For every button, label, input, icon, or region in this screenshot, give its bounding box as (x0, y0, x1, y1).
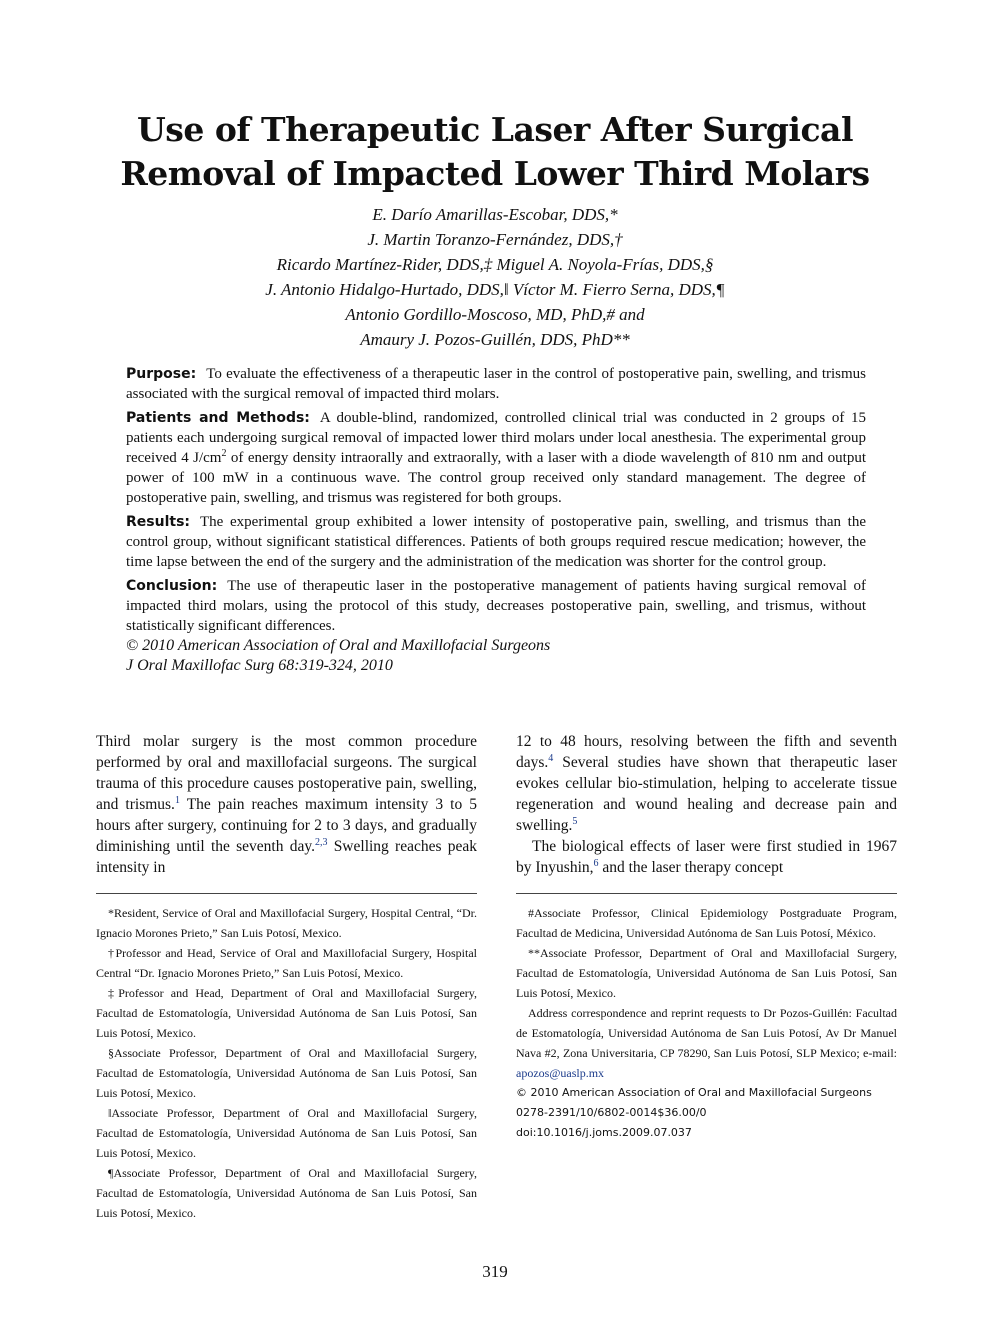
body-column-left (96, 731, 477, 878)
body-text: Several studies have shown that therapeutic laser evokes cellular bio-stimulation, helping to accelerate tissue regeneration and wound healing and decrease pain and swelling. (516, 754, 897, 834)
footnote-divider (516, 893, 897, 894)
author-line: J. Antonio Hidalgo-Hurtado, DDS,‖ Víctor M. Fierro Serna, DDS,¶ (265, 280, 725, 299)
email-link[interactable]: apozos@uaslp.mx (516, 1066, 605, 1080)
body-paragraph (516, 836, 897, 878)
author-list (0, 202, 990, 352)
footnotes-right (516, 903, 897, 1143)
superscript: 2 (221, 448, 227, 459)
author-line: Antonio Gordillo-Moscoso, MD, PhD,# and (345, 305, 645, 324)
author-line: Amaury J. Pozos-Guillén, DDS, PhD** (360, 330, 630, 349)
footnote: #Associate Professor, Clinical Epidemiology Postgraduate Program, Facultad de Medicina, Universidad Autónoma de San Luis Potosí, México. (516, 906, 897, 940)
abstract-purpose (126, 364, 866, 404)
journal-citation: J Oral Maxillofac Surg 68:319-324, 2010 (126, 657, 393, 674)
title-line-1: Use of Therapeutic Laser After Surgical (137, 110, 853, 149)
conclusion-label: Conclusion: (126, 578, 218, 594)
footnote: *Resident, Service of Oral and Maxillofacial Surgery, Hospital Central, “Dr. Ignacio Morones Prieto,” San Luis Potosí, Mexico. (96, 906, 477, 940)
body-text: 12 to 48 hours, resolving between the fifth and seventh days. (516, 733, 897, 771)
page-number: 319 (482, 1262, 508, 1281)
purpose-label: Purpose: (126, 366, 197, 382)
author-line: J. Martin Toranzo-Fernández, DDS,† (367, 230, 623, 249)
footnote: ‖Associate Professor, Department of Oral and Maxillofacial Surgery, Facultad de Estomatología, Universidad Autónoma de San Luis Potosí, San Luis Potosí, Mexico. (96, 1106, 477, 1160)
footnote: ‡Professor and Head, Department of Oral and Maxillofacial Surgery, Facultad de Estomatología, Universidad Autónoma de San Luis Potosí, San Luis Potosí, Mexico. (96, 986, 477, 1040)
footnote-divider (96, 893, 477, 894)
body-text: The biological effects of laser were first studied in 1967 by Inyushin, (516, 838, 897, 876)
reference-link[interactable]: 6 (593, 857, 599, 869)
results-text: The experimental group exhibited a lower intensity of postoperative pain, swelling, and trismus than the control group, without significant statistical differences. Patients of both groups required rescue medication; however, the time lapse between the end of the surgery and the administration of the medication was shorter for the control group. (126, 514, 866, 570)
abstract-results (126, 512, 866, 572)
abstract-methods (126, 408, 866, 508)
issn: 0278-2391/10/6802-0014$36.00/0 (516, 1106, 707, 1119)
footnotes-left (96, 903, 477, 1223)
results-label: Results: (126, 514, 190, 530)
body-paragraph (96, 731, 477, 878)
abstract (126, 364, 866, 676)
reference-link[interactable]: 5 (572, 815, 578, 827)
reference-link[interactable]: 1 (174, 794, 180, 806)
reference-link[interactable]: 2,3 (314, 836, 328, 848)
author-line: Ricardo Martínez-Rider, DDS,‡ Miguel A. Noyola-Frías, DDS,§ (276, 255, 714, 274)
footnote: ¶Associate Professor, Department of Oral and Maxillofacial Surgery, Facultad de Estomatología, Universidad Autónoma de San Luis Potosí, San Luis Potosí, Mexico. (96, 1166, 477, 1220)
methods-label: Patients and Methods: (126, 410, 310, 426)
body-paragraph (516, 731, 897, 836)
purpose-text: To evaluate the effectiveness of a therapeutic laser in the control of postoperative pain, swelling, and trismus associated with the surgical removal of impacted third molars. (126, 366, 866, 402)
reference-link[interactable]: 4 (548, 752, 554, 764)
copyright-footnote: © 2010 American Association of Oral and Maxillofacial Surgeons (516, 1086, 872, 1099)
body-text: The pain reaches maximum intensity 3 to 5 hours after surgery, continuing for 2 to 3 days, and gradually diminishing until the seventh day. (96, 796, 477, 855)
abstract-conclusion (126, 576, 866, 636)
body-text: Third molar surgery is the most common procedure performed by oral and maxillofacial surgeons. The surgical trauma of this procedure causes postoperative pain, swelling, and trismus. (96, 733, 477, 813)
doi-link[interactable]: doi:10.1016/j.joms.2009.07.037 (516, 1126, 692, 1139)
article-title (0, 108, 990, 196)
correspondence-address (516, 1003, 897, 1083)
methods-text-b: of energy density intraorally and extraorally, with a laser with a diode wavelength of 810 nm and output power of 100 mW in a continuous wave. The control group received only standard management. The degree of postoperative pain, swelling, and trismus was registered for both groups. (126, 450, 867, 506)
abstract-copyright: © 2010 American Association of Oral and Maxillofacial Surgeons (126, 637, 551, 654)
footnote: §Associate Professor, Department of Oral and Maxillofacial Surgery, Facultad de Estomatología, Universidad Autónoma de San Luis Potosí, San Luis Potosí, Mexico. (96, 1046, 477, 1100)
footnote: **Associate Professor, Department of Oral and Maxillofacial Surgery, Facultad de Estomatología, Universidad Autónoma de San Luis Potosí, San Luis Potosí, Mexico. (516, 946, 897, 1000)
conclusion-text: The use of therapeutic laser in the postoperative management of patients having surgical removal of impacted third molars, using the protocol of this study, decreases postoperative pain, swelling, and trismus, without statistically significant differences. (126, 578, 866, 634)
body-column-right (516, 731, 897, 878)
footnote: †Professor and Head, Service of Oral and Maxillofacial Surgery, Hospital Central “Dr. Ignacio Morones Prieto,” San Luis Potosí, Mexico. (96, 946, 477, 980)
methods-text-a: A double-blind, randomized, controlled clinical trial was conducted in 2 groups of 15 patients each undergoing surgical removal of impacted lower third molars under local anesthesia. The experimental group received 4 J/cm (126, 410, 867, 466)
body-text: Swelling reaches peak intensity in (96, 838, 477, 876)
body-text: and the laser therapy concept (598, 859, 784, 876)
address-text: Address correspondence and reprint requests to Dr Pozos-Guillén: Facultad de Estomatología, Universidad Autónoma de San Luis Potosí, Av Dr Manuel Nava #2, Zona Universitaria, CP 78290, San Luis Potosí, SLP Mexico; e-mail: (516, 1006, 897, 1060)
author-line: E. Darío Amarillas-Escobar, DDS,* (372, 205, 618, 224)
title-line-2: Removal of Impacted Lower Third Molars (120, 154, 870, 193)
